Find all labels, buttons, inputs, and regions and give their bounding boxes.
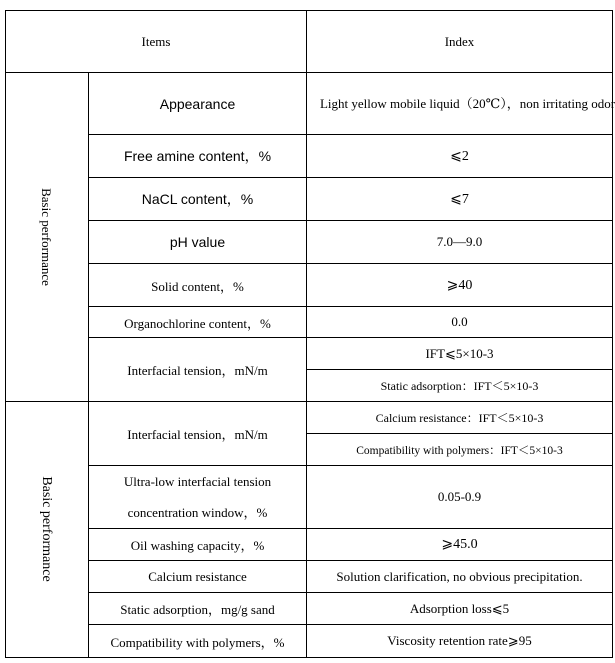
value-ift-2a: Calcium resistance：IFT＜5×10-3 (375, 411, 544, 425)
item-organochlorine: Organochlorine content，% (124, 315, 271, 331)
value-compatibility-polymers: Viscosity retention rate⩾95 (387, 633, 532, 648)
item-interfacial-tension-1: Interfacial tension，mN/m (127, 363, 268, 378)
value-oil-washing: ⩾45.0 (441, 537, 478, 552)
group-label-basic-performance-2: Basic performance (39, 476, 54, 582)
value-ift-2b: Compatibility with polymers：IFT＜5×10-3 (356, 444, 563, 457)
value-ift-1a: IFT⩽5×10-3 (425, 345, 494, 361)
value-static-adsorption: Adsorption loss⩽5 (409, 600, 510, 616)
value-ift-1b: Static adsorption：IFT＜5×10-3 (380, 379, 539, 393)
item-interfacial-tension-2: Interfacial tension，mN/m (127, 427, 268, 442)
header-items: Items (141, 33, 171, 49)
item-solid: Solid content，% (151, 278, 244, 294)
item-appearance: Appearance (159, 95, 236, 112)
item-ph: pH value (169, 234, 226, 250)
item-ultra-low-ift-window: Ultra-low interfacial tension concentration window，% (123, 474, 272, 520)
value-calcium-resistance: Solution clarification, no obvious precipitation. (336, 568, 583, 584)
item-nacl: NaCL content，% (141, 191, 254, 207)
value-ph: 7.0—9.0 (436, 234, 483, 249)
item-static-adsorption: Static adsorption，mg/g sand (120, 602, 275, 617)
value-nacl: ⩽7 (450, 191, 469, 207)
value-organochlorine: 0.0 (451, 314, 468, 329)
value-free-amine: ⩽2 (450, 148, 469, 164)
value-solid: ⩾40 (446, 277, 473, 293)
value-ultra-low-ift-window: 0.05-0.9 (437, 489, 482, 504)
item-compatibility-polymers: Compatibility with polymers，% (110, 634, 285, 650)
header-index: Index (444, 33, 475, 49)
item-free-amine: Free amine content，% (123, 148, 272, 164)
value-appearance-text: Light yellow mobile liquid（20℃），non irritating odor (319, 96, 615, 111)
item-calcium-resistance: Calcium resistance (148, 568, 247, 584)
item-oil-washing: Oil washing capacity，% (130, 538, 265, 553)
group-label-basic-performance-1: Basic performance (39, 188, 54, 286)
value-appearance (307, 73, 615, 134)
